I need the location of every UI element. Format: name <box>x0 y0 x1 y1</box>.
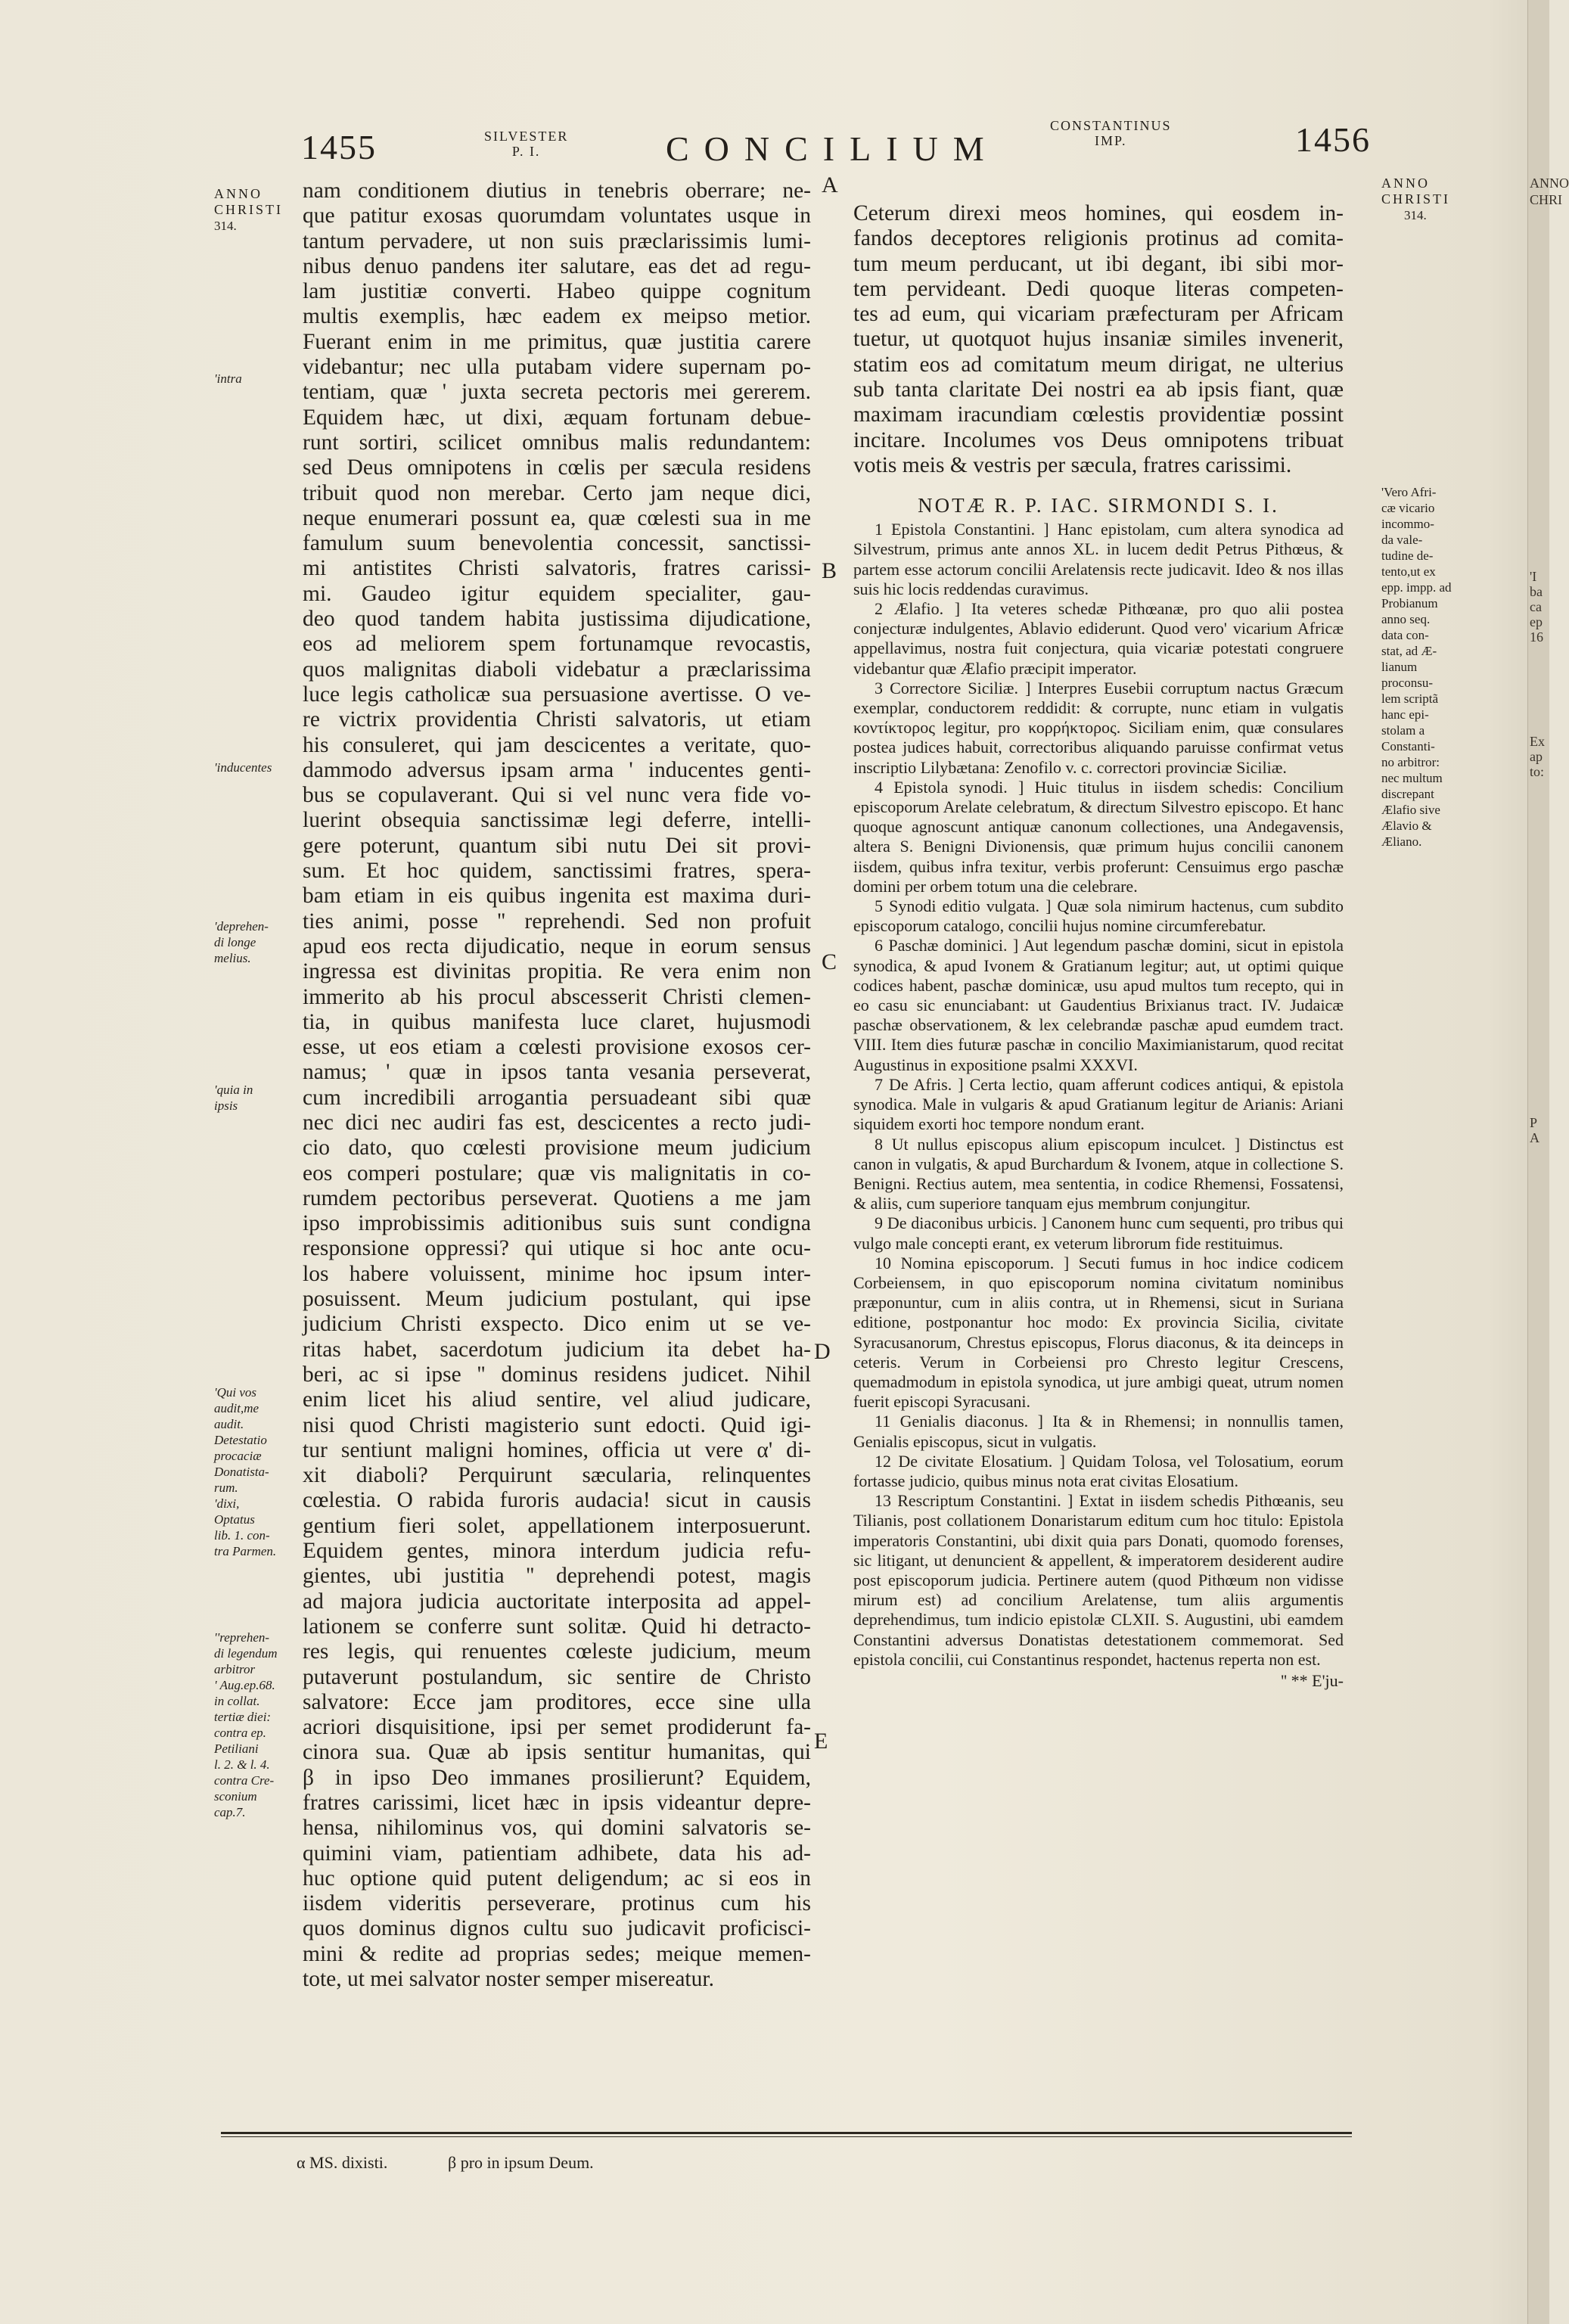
note-item: 12 De civitate Elosatium. ] Quidam Tolosa, vel Tolosatium, eorum fortasse judicio, quibus minus nota erat civitas Elosatium. <box>853 1451 1344 1490</box>
text-line: deo quod tandem habita justissima dijudicatione, <box>303 607 811 632</box>
text-line: lam justitiæ converti. Habeo quippe cognitum <box>303 279 811 304</box>
edge-fragment: A <box>1530 1130 1539 1145</box>
text-line: statim eos ad comitatum meum dirigat, ne ulterius <box>853 352 1344 377</box>
margin-note-line: lem scriptã <box>1381 691 1439 706</box>
margin-note-line: 'deprehen- <box>214 919 269 934</box>
text-line: huc optione quid putent deligendum; ac si eos in <box>303 1866 811 1891</box>
text-line: responsione oppressi? qui utique si hoc ante ocu- <box>303 1236 811 1261</box>
section-letter-c: C <box>822 949 837 974</box>
margin-note-line: l. 2. & l. 4. <box>214 1757 270 1772</box>
margin-note-line: lib. 1. con- <box>214 1528 270 1543</box>
margin-note-line: rum. <box>214 1480 238 1495</box>
text-line: lationem se conferre sunt solitæ. Quid hi detracto- <box>303 1614 811 1639</box>
running-head-right-line1: CONSTANTINUS <box>1050 118 1172 133</box>
christi-line: CHRISTI <box>1381 191 1451 207</box>
section-letter-b: B <box>822 558 837 583</box>
text-line: mi. Gaudeo igitur equidem specialiter, gau- <box>303 581 811 606</box>
text-line: maximam iracundiam cœlestis providentiæ possint <box>853 402 1344 427</box>
edge-fragment: 'I <box>1530 569 1537 584</box>
margin-note-line: Donatista- <box>214 1465 269 1479</box>
left-margin-note <box>214 760 272 775</box>
text-line: mi antistites Christi salvatoris, fratres carissi- <box>303 556 811 581</box>
margin-note-line: no arbitror: <box>1381 755 1440 769</box>
margin-note-line: contra Cre- <box>214 1773 275 1788</box>
left-margin-note <box>214 918 269 966</box>
edge-fragment: ap <box>1530 749 1543 764</box>
text-line: cum incredibili arrogantia persuadeant sibi quæ <box>303 1085 811 1110</box>
text-line: nam conditionem diutius in tenebris oberrare; ne- <box>303 179 811 203</box>
section-letter-e: E <box>814 1729 828 1754</box>
text-line: tia, in quibus manifesta luce claret, hujusmodi <box>303 1009 811 1034</box>
text-line: enim licet his aliud sentire, vel aliud judicare, <box>303 1387 811 1412</box>
note-item: 9 De diaconibus urbicis. ] Canonem hunc cum sequenti, pro tribus qui vulgo male concepti erant, ex veterum librorum fide restituimus. <box>853 1213 1344 1253</box>
text-line: tentiam, quæ ' juxta secreta pectoris mei gererem. <box>303 380 811 405</box>
text-line: his consuleret, qui jam descicentes a veritate, quo- <box>303 732 811 757</box>
text-line: eos ad meliorem spem fortunamque revocastis, <box>303 632 811 657</box>
edge-fragment: ba <box>1530 584 1543 599</box>
margin-note-line: contra ep. <box>214 1726 266 1740</box>
note-item: 4 Epistola synodi. ] Huic titulus in iisdem schedis: Concilium episcoporum Arelate celebratum, & directum Silvestro episcopo. Et hanc quoque agnoscunt antiquæ canonum collectiones, una Andegavensis, altera S. Benigni Divionensis, quæ primum hujus concilii canonem iisdem, quibus infra texitur, verbis proferunt: Censuimus ergo paschæ domini per orbem totum una die celebrare. <box>853 777 1344 896</box>
edge-fragment: CHRI <box>1530 192 1563 207</box>
right-text-column <box>853 201 1344 478</box>
text-line: posuissent. Meum judicium postulant, qui ipse <box>303 1287 811 1312</box>
text-line: Equidem hæc, ut dixi, æquam fortunam debue- <box>303 405 811 430</box>
text-line: multis exemplis, hæc eadem ex meipso metior. <box>303 304 811 329</box>
text-line: acriori disquisitione, ipsi per semet prodiderunt fa- <box>303 1715 811 1740</box>
margin-note-line: Ælavio & <box>1381 819 1432 833</box>
margin-note-line: audit. <box>214 1417 244 1431</box>
note-item: 8 Ut nullus episcopus alium episcopum inculcet. ] Distinctus est canon in vulgatis, & apud Burchardum & Ivonem, atque in collectione S. Benigni. Rectius autem, mea sententia, in codice Rhemensi, Fossatensi, & aliis, cum superiore tanquam ejus membrum conjungitur. <box>853 1134 1344 1213</box>
margin-note-line: tento,ut ex <box>1381 564 1436 579</box>
text-line: salvatore: Ecce jam proditores, ecce sine ulla <box>303 1689 811 1714</box>
next-page-edge <box>1527 0 1549 2324</box>
left-margin-note <box>214 1384 276 1559</box>
text-line: quos dominus dignos cultu suo judicavit proficisci- <box>303 1916 811 1941</box>
note-item: 10 Nomina episcoporum. ] Secuti fumus in hoc indice codicem Corbeiensem, in quo episcoporum nomina civitatum nominibus præponuntur, cum in aliis contra, ut in Rhemensi, sicut in Suriana editione, postponantur hoc modo: Ex provincia Sicilia, civitate Syracusanorum, Chrestus episcopus, Florus diaconus, & ita deinceps in ceteris. Verum in Corbeiensi pro Chresto legitur Crescens, quemadmodum in epistola synodica, ut jure ambigi queat, utrum nomen fuerit episcopi Syracusani. <box>853 1253 1344 1412</box>
margin-note-line: 'inducentes <box>214 760 272 775</box>
margin-note-line: tudine de- <box>1381 548 1434 563</box>
text-line: fandos deceptores religionis protinus ad comita- <box>853 226 1344 251</box>
section-letter-d: D <box>814 1339 831 1364</box>
running-head-right-line2: IMP. <box>1095 133 1127 148</box>
edge-fragment: 16 <box>1530 629 1543 645</box>
margin-note-line: Constanti- <box>1381 739 1435 753</box>
margin-note-line: 'Vero Afri- <box>1381 485 1437 499</box>
note-item: 7 De Afris. ] Certa lectio, quam afferunt codices antiqui, & epistola synodica. Male in vulgaris & apud Gratianum legitur de Arianis: Ariani siquidem exorti hoc tempore nondum erant. <box>853 1074 1344 1134</box>
notes-section <box>853 496 1344 1691</box>
text-line: runt sortiri, scilicet omnibus malis redundantem: <box>303 430 811 455</box>
text-line: luerint obsequia sanctissimæ legi deferre, intelli- <box>303 808 811 833</box>
margin-note-line: tra Parmen. <box>214 1544 277 1558</box>
note-item: 1 Epistola Constantini. ] Hanc epistolam, cum altera synodica ad Silvestrum, primus ante annos XL. in lucem dedit Petrus Pithœus, & partem esse actorum concilii Arelatensis recte judicavit. Ideo & nos illas suis hic locis reddendas curavimus. <box>853 520 1344 598</box>
text-line: β in ipso Deo immanes prosilierunt? Equidem, <box>303 1765 811 1790</box>
margin-note-line: data con- <box>1381 628 1429 642</box>
note-item: 6 Paschæ dominici. ] Aut legendum paschæ domini, sicut in epistola synodica, & apud Ivonem & Gratianum legitur; aut, ut optimi quique codices habent, paschæ dominicæ, usu apud multos tum recepto, qui in eo casu sic enunciabant: ut Gaudentius Brixianus tract. IV. Judaicæ paschæ observationem, & lex celebrandæ paschæ apud eumdem tract. VIII. Item dies futuræ paschæ in concilio Maximianistarum, quod recitat Augustinus in expositione psalmi XXXVI. <box>853 936 1344 1074</box>
text-line: tuetur, ut quotquot hujus insaniæ similes invenerit, <box>853 327 1344 352</box>
text-line: que patitur exosas quorumdam voluntates usque in <box>303 204 811 228</box>
margin-note-line: proconsu- <box>1381 676 1433 690</box>
text-line: ritas habet, sacerdotum judicium ita debet ha- <box>303 1337 811 1362</box>
text-line: Equidem gentes, minora interdum judicia refu- <box>303 1539 811 1564</box>
margin-note-line: da vale- <box>1381 533 1423 547</box>
margin-note-line: ipsis <box>214 1098 238 1113</box>
text-line: gere poterunt, quantum sibi nutu Dei sit provi- <box>303 833 811 858</box>
margin-note-line: procaciæ <box>214 1449 262 1463</box>
text-line: apud eos recta dijudicatio, neque in eorum sensus <box>303 934 811 958</box>
text-line: dammodo adversus ipsam arma ' inducentes genti- <box>303 757 811 782</box>
left-margin-anno <box>214 186 283 234</box>
text-line: tur sentiunt maligni homines, officia ut vere α' di- <box>303 1437 811 1462</box>
left-margin-note <box>214 371 242 387</box>
text-line: luce legis catholicæ sua persuasione avertisse. O ve- <box>303 682 811 707</box>
margin-note-line: discrepant <box>1381 787 1434 801</box>
margin-note-line: hanc epi- <box>1381 707 1429 722</box>
footnote-rule-thin <box>221 2136 1352 2137</box>
text-line: bam etiam in eis quibus ingenita est maxima duri- <box>303 884 811 909</box>
text-line: tribuit quod non merebar. Certo jam neque dici, <box>303 480 811 505</box>
right-margin-anno <box>1381 176 1450 223</box>
right-margin-note <box>1381 484 1452 850</box>
text-line: tum meum perducant, ut ibi degant, ibi sibi mor- <box>853 251 1344 276</box>
margin-note-line: epp. impp. ad <box>1381 580 1452 595</box>
left-text-column <box>303 179 811 1992</box>
text-line: sub tanta claritate Dei nostri ea ab ipsis fiant, quæ <box>853 377 1344 402</box>
page-number-right: 1456 <box>1295 120 1371 159</box>
text-line: iisdem videritis perseverare, protinus cum his <box>303 1891 811 1916</box>
margin-note-line: cap.7. <box>214 1805 246 1819</box>
text-line: cio dato, quo cœlesti provisione meum judicium <box>303 1136 811 1160</box>
text-line: cœlestia. O rabida furoris audacia! sicut in causis <box>303 1488 811 1513</box>
margin-note-line: tertiæ diei: <box>214 1710 272 1724</box>
margin-note-line: nec multum <box>1381 771 1443 785</box>
margin-note-line: Optatus <box>214 1512 255 1527</box>
text-line: immerito ab his procul abscesserit Christi clemen- <box>303 984 811 1009</box>
anno-line: ANNO <box>214 186 263 201</box>
margin-note-line: stolam a <box>1381 723 1425 738</box>
margin-note-line: sconium <box>214 1789 257 1804</box>
page-number-left: 1455 <box>301 128 377 166</box>
margin-note-line: incommo- <box>1381 517 1434 531</box>
text-line: res legis, qui renuentes cœleste judicium, meum <box>303 1639 811 1664</box>
margin-note-line: arbitror <box>214 1662 256 1676</box>
text-line: ipso improbissimis aditionibus suis sunt condigna <box>303 1211 811 1236</box>
page-title: CONCILIUM <box>666 129 999 168</box>
text-line: ties animi, posse '' reprehendi. Sed non profuit <box>303 909 811 934</box>
text-line: cinora sua. Quæ ab ipsis sentitur humanitas, qui <box>303 1740 811 1765</box>
text-line: re victrix providentia Christi salvatoris, ut etiam <box>303 707 811 732</box>
christi-line: CHRISTI <box>214 202 284 217</box>
year-line: 314. <box>214 219 237 233</box>
text-line: gientes, ubi justitia '' deprehendi potest, magis <box>303 1564 811 1589</box>
margin-note-line: Detestatio <box>214 1433 267 1447</box>
margin-note-line: cæ vicario <box>1381 501 1435 515</box>
note-item: 2 Ælafio. ] Ita veteres schedæ Pithœanæ, pro quo alii postea conjecturæ indulgentes, Ablavio ediderunt. Quod vero' vicarium Africæ appellavimus, nostra fuit conjectura, quia vicariæ potestati congruere videbantur quæ Ælafio præcipit imperator. <box>853 599 1344 678</box>
edge-fragment: ANNO <box>1530 176 1569 191</box>
text-line: nisi quod Christi magisterio sunt edocti. Quid igi- <box>303 1412 811 1437</box>
text-line: hensa, nihilominus vos, qui domini salvatoris se- <box>303 1816 811 1841</box>
text-line: judicium Christi exspecto. Dico enim ut se ve- <box>303 1312 811 1337</box>
text-line: votis meis & vestris per sæcula, fratres carissimi. <box>853 452 1292 477</box>
text-line: nec dici nec audiri fas est, descicentes a recto judi- <box>303 1110 811 1135</box>
margin-note-line: ''reprehen- <box>214 1630 270 1645</box>
left-margin-note <box>214 1082 253 1114</box>
text-line: quimini viam, patientiam adhibete, data his ad- <box>303 1841 811 1866</box>
text-line: famulum suum benevolentia concessit, sanctissi- <box>303 531 811 556</box>
margin-note-line: 'dixi, <box>214 1496 240 1511</box>
running-head-right <box>1050 118 1172 148</box>
text-line: los habere voluissent, minime hoc ipsum inter- <box>303 1261 811 1286</box>
margin-note-line: 'Qui vos <box>214 1385 257 1400</box>
text-line: ingressa est divinitas propitia. Re vera enim non <box>303 959 811 984</box>
note-item: 5 Synodi editio vulgata. ] Quæ sola nimirum hactenus, cum subdito episcoporum catalogo, concilii hujus nomine circumferebatur. <box>853 896 1344 936</box>
text-line: tote, ut mei salvator noster semper misereatur. <box>303 1967 714 1992</box>
text-line: nibus denuo pandens iter salutare, eas det ad regu- <box>303 253 811 278</box>
footnote-alpha: α MS. dixisti. <box>297 2153 388 2172</box>
margin-note-line: Probianum <box>1381 596 1438 611</box>
margin-note-line: 'quia in <box>214 1083 253 1097</box>
text-line: neque enumerari possunt ea, quæ cœlesti sua in me <box>303 505 811 530</box>
margin-note-line: lianum <box>1381 660 1418 674</box>
text-line: quos malignitas diaboli videbatur a præclarissima <box>303 657 811 682</box>
running-head-left <box>484 129 568 159</box>
text-line: incitare. Incolumes vos Deus omnipotens tribuat <box>853 427 1344 452</box>
margin-note-line: Ælafio sive <box>1381 803 1440 817</box>
catchword: '' ** E'ju- <box>1281 1670 1344 1690</box>
year-line: 314. <box>1404 208 1427 222</box>
text-line: tes ad eum, qui vicariam præfecturam per Africam <box>853 302 1344 327</box>
text-line: gentium fieri solet, appellationem interposuerunt. <box>303 1513 811 1538</box>
text-line: Ceterum direxi meos homines, qui eosdem in- <box>853 201 1344 225</box>
text-line: eos comperi postulare; quæ vis malignitatis in co- <box>303 1160 811 1185</box>
margin-note-line: anno seq. <box>1381 612 1431 626</box>
margin-note-line: Petiliani <box>214 1741 259 1756</box>
footnote-beta: β pro in ipsum Deum. <box>448 2153 594 2172</box>
text-line: tem pervideant. Dedi quoque literas competen- <box>853 276 1344 301</box>
margin-note-line: di legendum <box>214 1646 278 1661</box>
margin-note-line: Æliano. <box>1381 834 1422 849</box>
text-line: ad majora judicia auctoritate interposita ad appel- <box>303 1589 811 1614</box>
footnote-rule <box>221 2132 1352 2134</box>
anno-line: ANNO <box>1381 176 1430 191</box>
text-line: xit diaboli? Perquirunt sæcularia, relinquentes <box>303 1463 811 1488</box>
text-line: tantum pervadere, ut non suis præclarissimis lumi- <box>303 228 811 253</box>
text-line: bus se copulaverant. Qui si vel nunc vera fide vo- <box>303 783 811 808</box>
notes-list <box>853 520 1344 1670</box>
text-line: videbantur; nec ulla putabam videre supernam po- <box>303 355 811 380</box>
edge-fragment: P <box>1530 1115 1538 1130</box>
text-line: fratres carissimi, licet hæc in ipsis videantur depre- <box>303 1791 811 1815</box>
note-item: 3 Correctore Siciliæ. ] Interpres Eusebii corruptum nactus Græcum exemplar, conductorem reddidit: & corrupte, nunc etiam in vulgatis κοντίκτορος legitur, pro κορρήκτορος. Siciliam enim, quæ consulares postea judices habuit, correctoribus aliquando paruisse confirmat vetus inscriptio Lilybætana: Zenofilo v. c. correctori provinciæ Siciliæ. <box>853 678 1344 777</box>
text-line: Fuerant enim in me primitus, quæ justitia carere <box>303 329 811 354</box>
edge-fragment: Ex <box>1530 734 1545 749</box>
margin-note-line: in collat. <box>214 1694 260 1708</box>
edge-fragment: to: <box>1530 764 1545 779</box>
running-head-left-line2: P. I. <box>511 144 541 159</box>
margin-note-line: 'intra <box>214 371 242 386</box>
text-line: sum. Et hoc quidem, sanctissimi fratres, spera- <box>303 859 811 884</box>
margin-note-line: ' Aug.ep.68. <box>214 1678 275 1692</box>
margin-note-line: audit,me <box>214 1401 259 1415</box>
note-item: 11 Genialis diaconus. ] Ita & in Rhemensi; in nonnullis tamen, Genialis episcopus, sicut in vulgatis. <box>853 1412 1344 1451</box>
section-letter-a: A <box>822 172 838 197</box>
text-line: putaverunt postulandum, sic sentire de Christo <box>303 1664 811 1689</box>
margin-note-line: stat, ad Æ- <box>1381 644 1437 658</box>
text-line: esse, ut eos etiam a cœlesti provisione exosos cer- <box>303 1035 811 1060</box>
text-line: sed Deus omnipotens in cœlis per sæcula residens <box>303 455 811 480</box>
text-line: beri, ac si ipse '' dominus residens judicet. Nihil <box>303 1362 811 1387</box>
text-line: namus; ' quæ in ipsos tanta vesania perseverat, <box>303 1060 811 1085</box>
text-line: rumdem pectoribus perseverat. Quotiens a me jam <box>303 1185 811 1210</box>
edge-fragment: ep <box>1530 614 1543 629</box>
text-line: mini & redite ad proprias sedes; meique memen- <box>303 1941 811 1966</box>
running-head-left-line1: SILVESTER <box>484 129 569 144</box>
margin-note-line: di longe <box>214 935 256 949</box>
left-margin-note <box>214 1630 278 1820</box>
margin-note-line: melius. <box>214 951 251 965</box>
edge-fragment: ca <box>1530 599 1542 614</box>
note-item: 13 Rescriptum Constantini. ] Extat in iisdem schedis Pithœanis, seu Tilianis, post collationem Donaristarum editum cum hoc titulo: Epistola imperatoris Constantini, ubi dixit quia pars Donati, quomodo forenses, sic litigant, ut denuncient & appellent, & imperatorem desiderent audire post episcoporum judicia. Pertinere autem (quod Pithœum non vidisse mirum est) ad concilium Arelatense, tum aliis argumentis deprehendimus, tum indicio epistolæ CLXII. S. Augustini, ubi eamdem Constantini adversus Donatistas detestationem commemorat. Sed epistola concilii, cui Constantinus respondet, hactenus reperta non est. <box>853 1491 1344 1669</box>
notes-heading: NOTÆ R. P. IAC. SIRMONDI S. I. <box>918 494 1279 517</box>
